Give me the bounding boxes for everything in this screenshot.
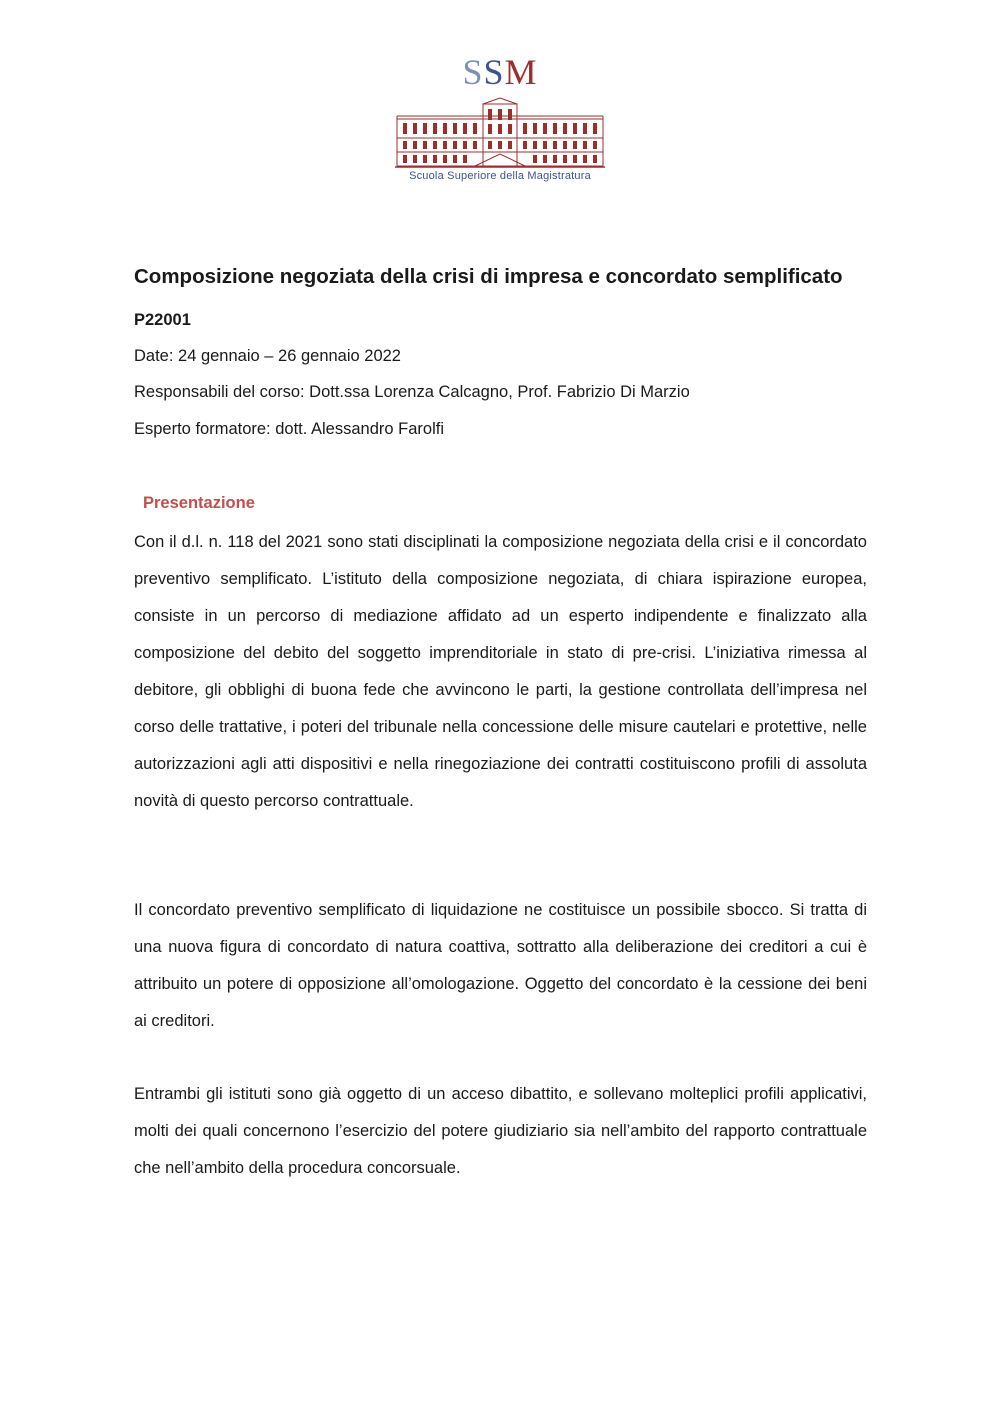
paragraph: Il concordato preventivo semplificato di liquidazione ne costituisce un possibile sbocco. Si tratta di una nuova figura di concordato di natura coattiva, sottratto alla deliberazione dei creditori a cui è attribuito un potere di opposizione all’omologazione. Oggetto del concordato è la cessione dei beni ai creditori.: [134, 901, 867, 1030]
paragraph: Con il d.l. n. 118 del 2021 sono stati disciplinati la composizione negoziata della crisi e il concordato preventivo semplificato. L’istituto della composizione negoziata, di chiara ispirazione europea, consiste in un percorso di mediazione affidato ad un esperto indipendente e finalizzato alla composizione del debito del soggetto imprenditoriale in stato di pre-crisi. L’iniziativa rimessa al debitore, gli obblighi di buona fede che avvincono le parti, la gestione controllata dell’impresa nel corso delle trattative, i poteri del tribunale nella concessione delle misure cautelari e protettive, nelle autorizzazioni agli atti dispositivi e nella rinegoziazione dei contratti costituiscono profili di assoluta novità di questo percorso contrattuale.: [134, 533, 867, 810]
course-code: P22001: [134, 311, 191, 329]
logo-caption: Scuola Superiore della Magistratura: [409, 170, 591, 182]
course-expert: Esperto formatore: dott. Alessandro Farolfi: [134, 420, 444, 438]
course-managers: Responsabili del corso: Dott.ssa Lorenza Calcagno, Prof. Fabrizio Di Marzio: [134, 383, 690, 401]
section-heading-presentazione: Presentazione: [143, 494, 255, 512]
logo-letter-s2: S: [483, 52, 505, 92]
document-title: Composizione negoziata della crisi di impresa e concordato semplificato: [134, 265, 843, 288]
logo-wordmark: [390, 52, 610, 92]
logo-letter-m: M: [504, 52, 538, 92]
ssm-logo: [390, 52, 610, 192]
paragraph: Entrambi gli istituti sono già oggetto di un acceso dibattito, e sollevano molteplici profili applicativi, molti dei quali concernono l’esercizio del potere giudiziario sia nell’ambito del rapporto contrattuale che nell’ambito della procedura concorsuale.: [134, 1085, 867, 1177]
course-dates: Date: 24 gennaio – 26 gennaio 2022: [134, 347, 401, 365]
logo-letter-s1: S: [462, 52, 484, 92]
palace-building-icon: [395, 96, 605, 220]
